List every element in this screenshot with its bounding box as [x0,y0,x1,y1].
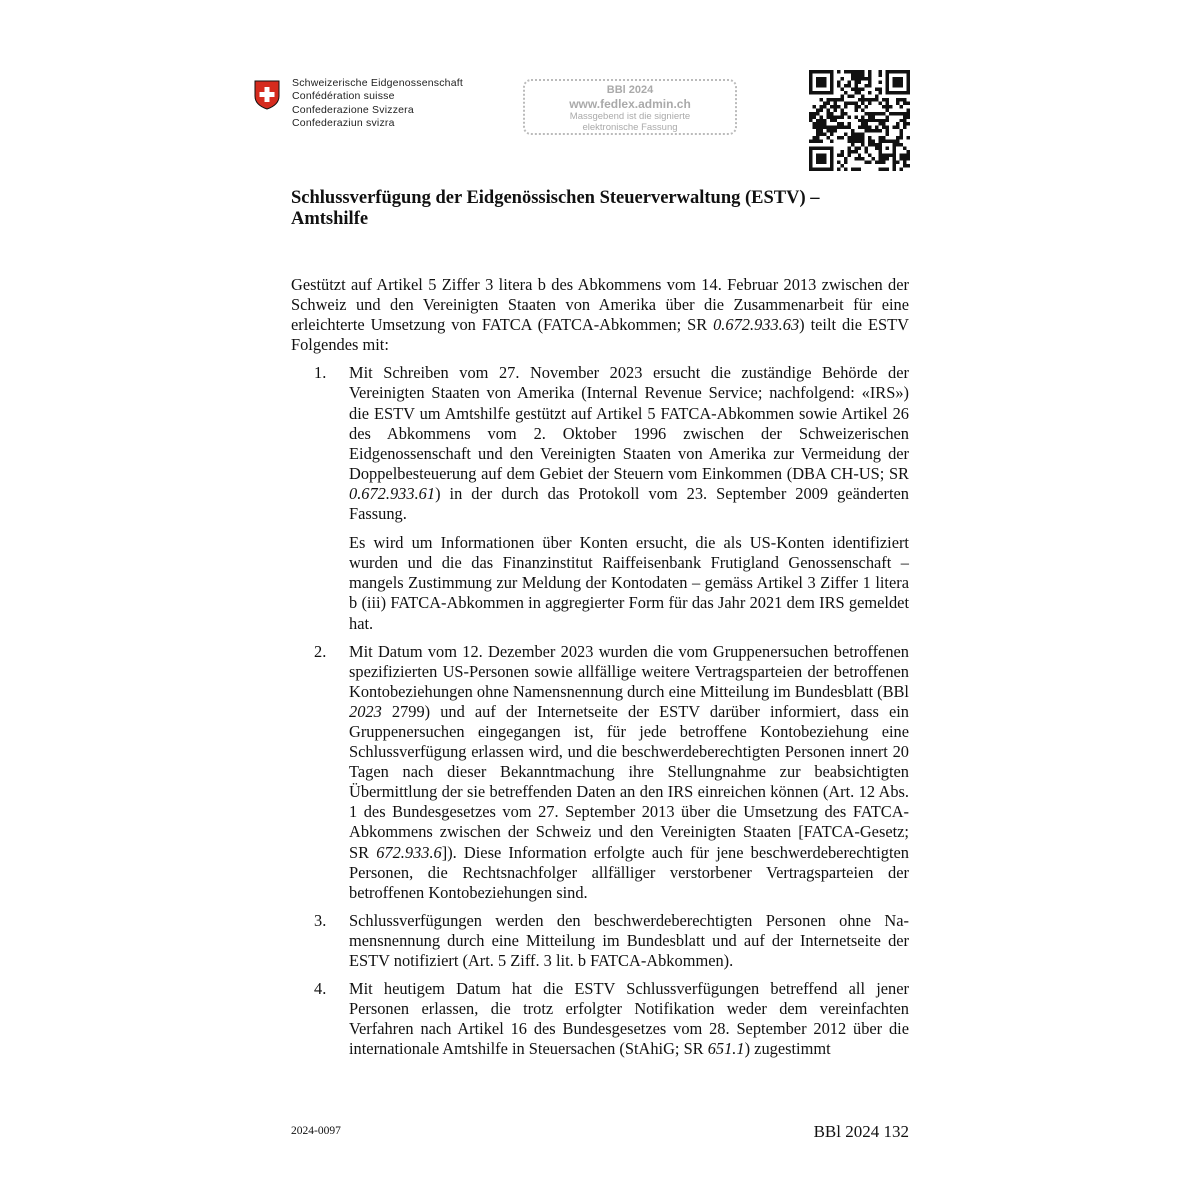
item-4-paragraph [349,979,909,1059]
list-item-number: 2. [314,641,327,661]
item-2-text-b: 2799) und auf der Internetseite der ESTV darüber informiert, dass ein Gruppenersuchen eingegangen ist, für jede betroffene Kontobeziehung eine Schlussverfügung erlassen wird, und die beschwerdeberechtigten Personen innert 20 Tagen nach dieser Bekanntmachung ihre Stellungnahme zur beabsichtigten Übermittlung der sie betreffenden Daten an den IRS einreichen können (Art. 12 Abs. 1 des Bundesgesetzes vom 27. September 2013 über die Umsetzung des FATCA-Abkommens zwischen der Schweiz und den Vereinigten Staaten [FATCA-Gesetz; SR [349,701,909,862]
document-number: 2024-0097 [291,1125,341,1137]
confederation-line-rm: Confederaziun svizra [292,117,395,130]
item-2-sr-ref: 672.933.6 [376,842,442,862]
list-item-number: 4. [314,979,327,999]
list-item-number: 3. [314,910,327,930]
item-1-sr-ref: 0.672.933.61 [349,483,436,503]
item-2-text-c: ]). Diese Information erfolgte auch für jene beschwerdeberechtigten Personen, die Rechtsnachfolger allfälliger verstorbener Vertragsparteien der betroffenen Kontobeziehungen sind. [349,842,909,902]
list-item [291,363,909,633]
confederation-line-it: Confederazione Svizzera [292,103,414,116]
list-item [291,979,909,1059]
stamp-url: www.fedlex.admin.ch [569,97,691,111]
confederation-name [292,77,463,131]
item-1-text-b: ) in der durch das Protokoll vom 23. September 2009 geänderten Fassung. [349,483,909,524]
publication-stamp [523,79,737,135]
list-item [291,911,909,971]
document-body [291,275,909,1059]
stamp-note-2: elektronische Fassung [582,122,678,133]
item-3-paragraph: Schlussverfügungen werden den beschwerdeberechtigten Personen ohne Namensnennung durch eine Mitteilung im Bundesblatt und auf der Internetseite der ESTV notifiziert (Art. 5 Ziff. 3 lit. b FATCA-Abkommen). [349,910,909,970]
qr-code-icon [809,70,910,171]
confederation-line-fr: Confédération suisse [292,90,395,103]
item-4-sr-ref: 651.1 [707,1039,745,1059]
title-line-1: Schlussverfügung der Eidgenössischen Steuerverwaltung (ESTV) – [291,188,820,208]
confederation-line-de: Schweizerische Eidgenossenschaft [292,77,463,89]
intro-text-a: Gestützt auf Artikel 5 Ziffer 3 litera b des Abkommens vom 14. Februar 2013 zwischen der Schweiz und den Vereinigten Staaten von Amerika über die Zusammenarbeit für eine erleichterte Umsetzung von FATCA (FATCA-Abkommen; SR [291,275,909,335]
document-title [291,188,911,230]
item-4-text-b: ) zugestimmt [744,1039,831,1059]
intro-paragraph [291,275,909,355]
item-1-paragraph-1 [349,363,909,524]
item-1-paragraph-2: Es wird um Informationen über Konten ersucht, die als US-Konten identifiziert wurden und die das Finanzinstitut Raiffeisenbank Frutigland Genossenschaft – mangels Zustimmung zur Meldung der Kontodaten – gemäss Artikel 3 Ziffer 1 litera b (iii) FATCA-Abkommen in aggregierter Form für das Jahr 2021 dem IRS gemeldet hat. [349,533,909,633]
swiss-cross-icon [254,80,280,110]
list-item [291,642,909,903]
item-2-text-a: Mit Datum vom 12. Dezember 2023 wurden die vom Gruppenersuchen betroffenen spezifizierten US-Personen sowie allfällige weitere Vertragsparteien der betroffenen Kontobeziehungen ohne Namensnennung durch eine Mitteilung im Bundesblatt (BBl [349,641,909,701]
title-line-2: Amtshilfe [291,209,369,229]
list-item-number: 1. [314,363,327,383]
item-1-text-a: Mit Schreiben vom 27. November 2023 ersucht die zuständige Behörde der Vereinigten Staaten von Amerika (Internal Revenue Service; nachfolgend: «IRS») die ESTV um Amtshilfe gestützt auf Artikel 5 FATCA-Abkommen sowie Artikel 26 des Abkommens vom 2. Oktober 1996 zwischen der Schweizerischen Eidgenossenschaft und den Vereinigten Staaten von Amerika zur Vermeidung der Doppelbesteuerung auf dem Gebiet der Steuern vom Einkommen (DBA CH-US; SR [349,363,909,483]
item-4-text-a: Mit heutigem Datum hat die ESTV Schlussverfügungen betreffend all jener Personen erlassen, die trotz erfolgter Notifikation weder dem vereinfachten Verfahren nach Artikel 16 des Bundesgesetzes vom 28. September 2012 über die internationale Amtshilfe in Steuersachen (StAhiG; SR [349,979,909,1059]
stamp-note-1: Massgebend ist die signierte [569,111,691,122]
document-header [0,0,1200,180]
intro-text-b: ) teilt die ESTV Folgendes mit: [291,315,909,355]
page-reference: BBl 2024 132 [813,1122,909,1141]
stamp-publication: BBl 2024 [606,84,654,96]
item-2-paragraph [349,642,909,903]
item-2-bbl-ref: 2023 [349,701,382,721]
intro-sr-ref: 0.672.933.63 [713,315,800,335]
